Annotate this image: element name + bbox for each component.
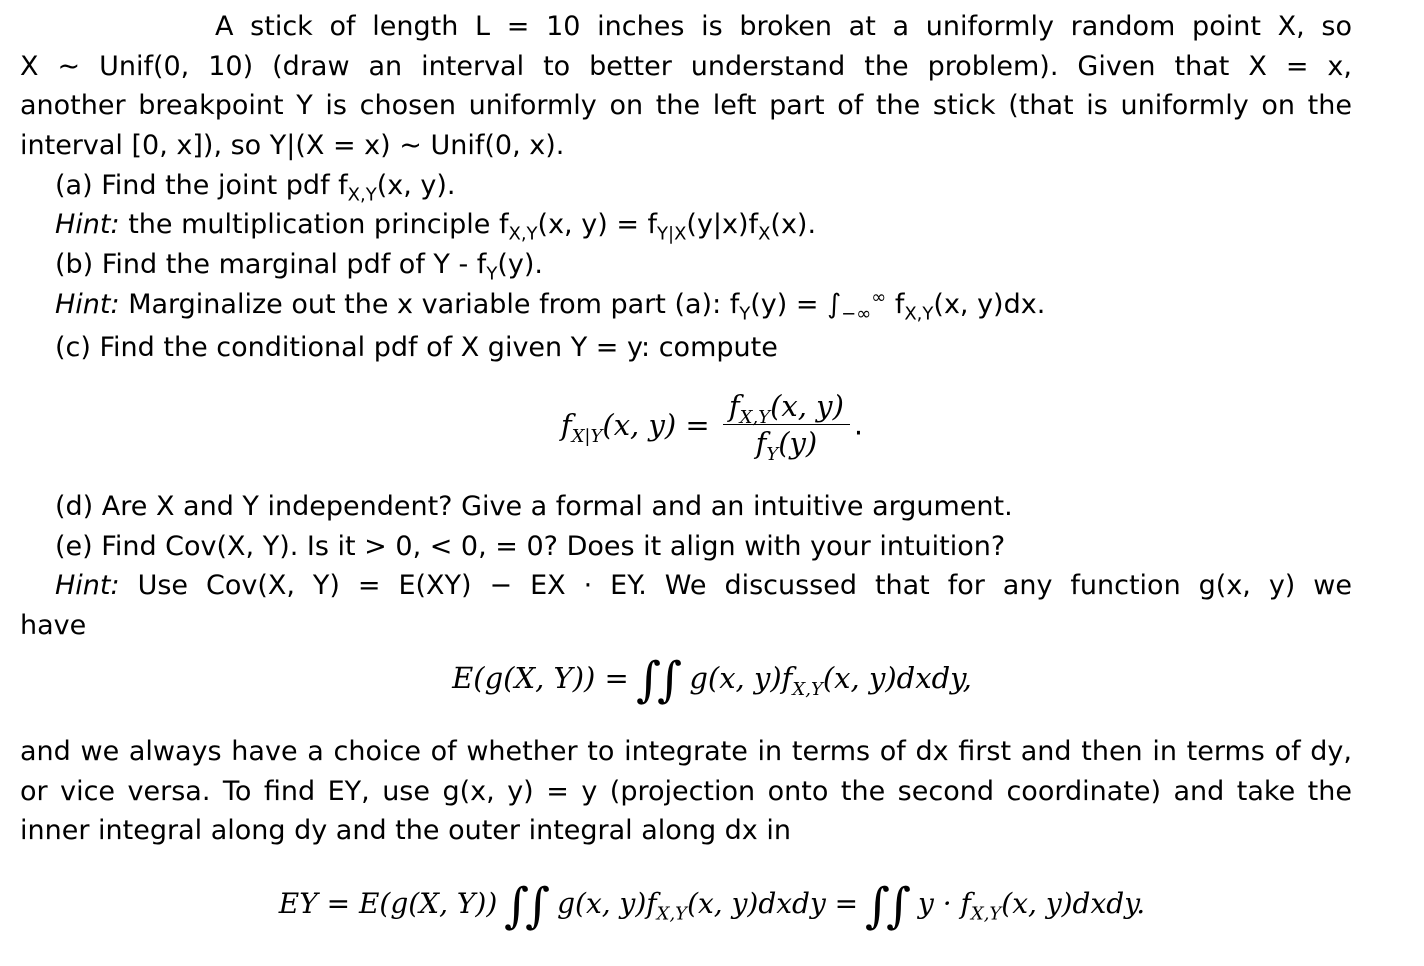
formula-c-fraction — [723, 388, 850, 465]
integral-sign-3: ∫ — [504, 877, 530, 934]
formula-final-mid: (x, y)dxdy = — [687, 887, 859, 920]
formula-final-lhs: EY = E(g(X, Y)) — [278, 887, 498, 920]
after-text-3: inner integral along dy and the outer integral along dx in — [20, 815, 791, 846]
integral-sign-1: ∫ — [636, 652, 662, 708]
hint-a-end: (x). — [770, 209, 817, 240]
formula-c-num-f: f — [728, 389, 740, 423]
intro-text-2: X ∼ Unif(0, 10) (draw an interval to better understand the problem). Given that X = x, — [20, 51, 1352, 82]
formula-c-den-f: f — [755, 426, 767, 460]
hint-b-sub1: Y — [739, 303, 751, 325]
hint-b-upper-limit: ∞ — [871, 287, 887, 308]
hint-e-word: Hint: — [55, 570, 120, 601]
part-a — [55, 169, 1352, 206]
intro-line-2 — [20, 50, 1352, 84]
hint-b-mid: (y) = ∫ — [750, 289, 842, 320]
formula-e-integrand: g(x, y)f — [689, 661, 793, 695]
hint-b-word: Hint: — [55, 289, 120, 320]
hint-e-text: Use Cov(X, Y) = E(XY) − EX · EY. We discussed that for any function g(x, y) we — [137, 570, 1352, 601]
hint-a-sub3: X — [758, 223, 771, 245]
hint-b-f: f — [886, 289, 905, 320]
part-b-sub: Y — [486, 263, 498, 285]
formula-c-lhs-f: f — [560, 407, 572, 442]
integral-sign-6: ∫ — [886, 877, 912, 934]
hint-a-word: Hint: — [55, 209, 120, 240]
part-b — [55, 248, 1352, 285]
intro-text-1: A stick of length L = 10 inches is broken at a uniformly random point X, so — [215, 11, 1352, 42]
formula-c-num-args: (x, y) — [770, 389, 844, 423]
formula-final-sub-2: X,Y — [970, 903, 1002, 925]
formula-c-period: . — [853, 407, 864, 442]
after-line-1 — [20, 735, 1352, 769]
intro-text-3: another breakpoint Y is chosen uniformly on the left part of the stick (that is uniformly on the — [20, 90, 1352, 121]
hint-e-continued — [20, 609, 1352, 643]
formula-final-integrand-1: g(x, y)f — [557, 887, 657, 920]
part-d — [55, 490, 1352, 524]
formula-final-integrand-2: y · f — [917, 887, 971, 920]
part-a-sub: X,Y — [347, 184, 377, 206]
hint-e — [55, 569, 1352, 603]
formula-e-tail: (x, y)dxdy, — [822, 661, 972, 695]
intro-line-4 — [20, 129, 1352, 163]
hint-a — [55, 208, 1352, 245]
after-line-2 — [20, 775, 1352, 809]
formula-final-sub-1: X,Y — [656, 903, 688, 925]
intro-line-3 — [20, 89, 1352, 123]
integral-sign-2: ∫ — [657, 652, 683, 708]
part-d-text: (d) Are X and Y independent? Give a formal and an intuitive argument. — [55, 491, 1013, 522]
integral-sign-4: ∫ — [525, 877, 551, 934]
hint-b-text: Marginalize out the x variable from part (a): f — [128, 289, 740, 320]
after-text-2: or vice versa. To find EY, use g(x, y) = y (projection onto the second coordinate) and take the — [20, 776, 1352, 807]
hint-a-sub2: Y|X — [657, 223, 687, 245]
formula-c-den-args: (y) — [778, 426, 818, 460]
hint-e-cont: have — [20, 610, 87, 641]
formula-c-lhs-args: (x, y) = — [602, 407, 710, 442]
formula-c-lhs-sub: X|Y — [571, 425, 603, 447]
hint-b-end: (x, y)dx. — [933, 289, 1046, 320]
part-c-text: (c) Find the conditional pdf of X given Y = y: compute — [55, 332, 778, 363]
intro-text-4: interval [0, x]), so Y|(X = x) ∼ Unif(0, x). — [20, 130, 565, 161]
hint-b — [55, 287, 1352, 325]
part-c — [55, 331, 1352, 365]
part-b-tail: (y). — [497, 249, 543, 280]
formula-final-tail: (x, y)dxdy. — [1001, 887, 1146, 920]
formula-ey — [0, 877, 1424, 940]
hint-a-mid: (x, y) = f — [537, 209, 658, 240]
intro-line-1 — [20, 10, 1352, 44]
after-text-1: and we always have a choice of whether to integrate in terms of dx first and then in terms of dy, — [20, 736, 1352, 767]
hint-b-lower-limit: −∞ — [841, 303, 872, 325]
part-e-text: (e) Find Cov(X, Y). Is it > 0, < 0, = 0? Does it align with your intuition? — [55, 531, 1006, 562]
formula-c-num-sub: X,Y — [739, 406, 771, 428]
formula-expectation — [0, 652, 1424, 714]
formula-c-numerator — [723, 388, 850, 428]
formula-e-lhs: E(g(X, Y)) = — [452, 661, 629, 695]
formula-c-denominator — [723, 425, 850, 465]
hint-a-sub1: X,Y — [508, 223, 538, 245]
integral-sign-5: ∫ — [865, 877, 891, 934]
formula-e-sub: X,Y — [792, 678, 823, 700]
after-line-3 — [20, 814, 1352, 848]
hint-a-mid2: (y|x)f — [686, 209, 759, 240]
part-a-label: (a) Find the joint pdf f — [55, 170, 348, 201]
part-b-label: (b) Find the marginal pdf of Y - f — [55, 249, 487, 280]
part-e — [55, 530, 1352, 564]
part-a-tail: (x, y). — [376, 170, 456, 201]
hint-b-sub2: X,Y — [904, 303, 934, 325]
hint-a-text: the multiplication principle f — [128, 209, 509, 240]
formula-conditional-pdf — [0, 388, 1424, 468]
formula-c-den-sub: Y — [766, 443, 779, 465]
